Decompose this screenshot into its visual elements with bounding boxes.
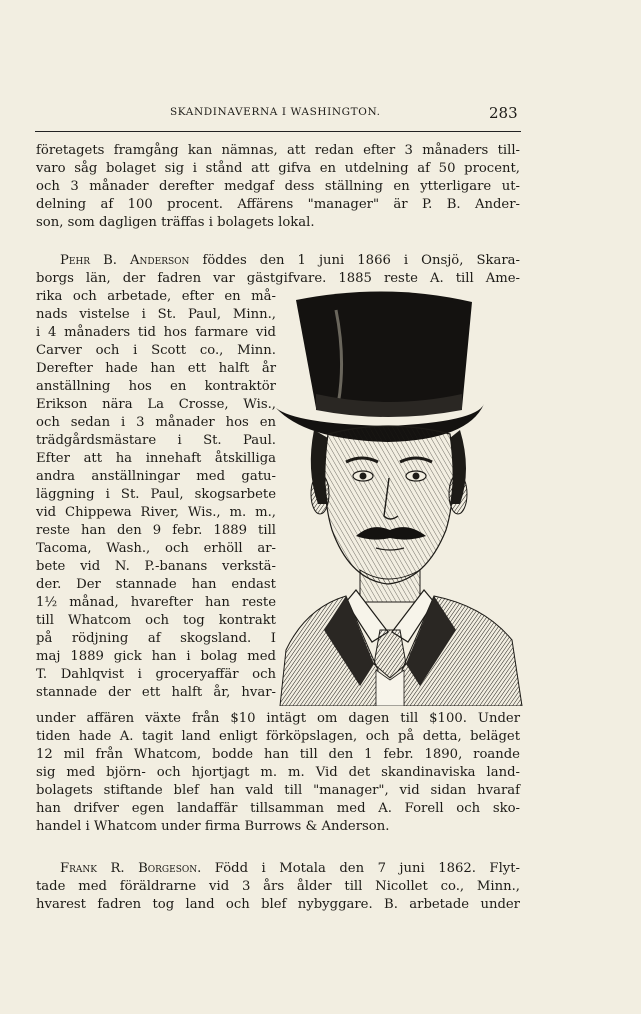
text-line: tade med föräldrarne vid 3 års ålder till Nicollet co., Minn., (36, 879, 520, 894)
text-line: trädgårdsmästare i St. Paul. (36, 433, 276, 448)
text-line: Erikson nära La Crosse, Wis., (36, 397, 276, 412)
text-line: stannade der ett halft år, hvar- (36, 685, 276, 700)
text-line: på rödjning af skogsland. I (36, 631, 276, 646)
face (325, 426, 453, 584)
text-line: Derefter hade han ett halft år (36, 361, 276, 376)
text-line: rika och arbetade, efter en må- (36, 289, 276, 304)
text-line: och 3 månader derefter medgaf dess ställning en ytterligare ut- (36, 179, 520, 194)
text-line: bete vid N. P.-banans verkstä- (36, 559, 276, 574)
text-line: sig med björn- och hjortjagt m. m. Vid det skandinaviska land- (36, 765, 520, 780)
text-line: maj 1889 gick han i bolag med (36, 649, 276, 664)
text-line: bolagets stiftande blef han vald till "manager", vid sidan hvaraf (36, 783, 520, 798)
text-line: läggning i St. Paul, skogsarbete (36, 487, 276, 502)
text-line: Frank R. Borgeson. Född i Motala den 7 juni 1862. Flyt- (60, 861, 520, 876)
necktie (374, 630, 406, 678)
page-number: 283 (489, 104, 518, 122)
running-title: SKANDINAVERNA I WASHINGTON. (170, 106, 381, 118)
text-line: handel i Whatcom under firma Burrows & Anderson. (36, 819, 390, 834)
text-line: i 4 månaders tid hos farmare vid (36, 325, 276, 340)
text-line: 1½ månad, hvarefter han reste (36, 595, 276, 610)
text-line: under affären växte från $10 intägt om dagen till $100. Under (36, 711, 520, 726)
text-line: Pehr B. Anderson föddes den 1 juni 1866 i Onsjö, Skara- (60, 253, 520, 268)
text-line: andra anställningar med gatu- (36, 469, 276, 484)
text-line: varo såg bolaget sig i stånd att gifva en utdelning af 50 procent, (36, 161, 520, 176)
header-rule (35, 131, 521, 132)
text-line: T. Dahlqvist i groceryaffär och (36, 667, 276, 682)
text-line: anställning hos en kontraktör (36, 379, 276, 394)
text-line: der. Der stannade han endast (36, 577, 276, 592)
portrait-engraving (276, 290, 524, 706)
text-line: Tacoma, Wash., och erhöll ar- (36, 541, 276, 556)
person-name-borgeson: Frank R. Borgeson (60, 861, 198, 876)
text-line: Efter att ha innehaft åtskilliga (36, 451, 276, 466)
text-line: företagets framgång kan nämnas, att redan efter 3 månaders till- (36, 143, 520, 158)
text-line: tiden hade A. tagit land enligt förköpslagen, och på detta, beläget (36, 729, 520, 744)
text-line: nads vistelse i St. Paul, Minn., (36, 307, 276, 322)
paragraph-anderson-continued (36, 710, 520, 836)
text-line: borgs län, der fadren var gästgifvare. 1885 reste A. till Ame- (36, 271, 520, 286)
person-name-anderson: Pehr B. Anderson (60, 253, 190, 268)
text-line: till Whatcom och tog kontrakt (36, 613, 276, 628)
text-line: 12 mil från Whatcom, bodde han till den 1 febr. 1890, roande (36, 747, 520, 762)
text-line: han drifver egen landaffär tillsamman med A. Forell och sko- (36, 801, 520, 816)
text-line: och sedan i 3 månader hos en (36, 415, 276, 430)
text-line: reste han den 9 febr. 1889 till (36, 523, 276, 538)
paragraph-anderson-intro (36, 252, 520, 288)
text-line: hvarest fadren tog land och blef nybyggare. B. arbetade under (36, 897, 520, 912)
text-line: Carver och i Scott co., Minn. (36, 343, 276, 358)
text-line: son, som dagligen träffas i bolagets lokal. (36, 215, 315, 230)
text-line: vid Chippewa River, Wis., m. m., (36, 505, 276, 520)
paragraph-company (36, 142, 520, 232)
paragraph-borgeson (36, 860, 520, 914)
text-line: delning af 100 procent. Affärens "manager" är P. B. Ander- (36, 197, 520, 212)
